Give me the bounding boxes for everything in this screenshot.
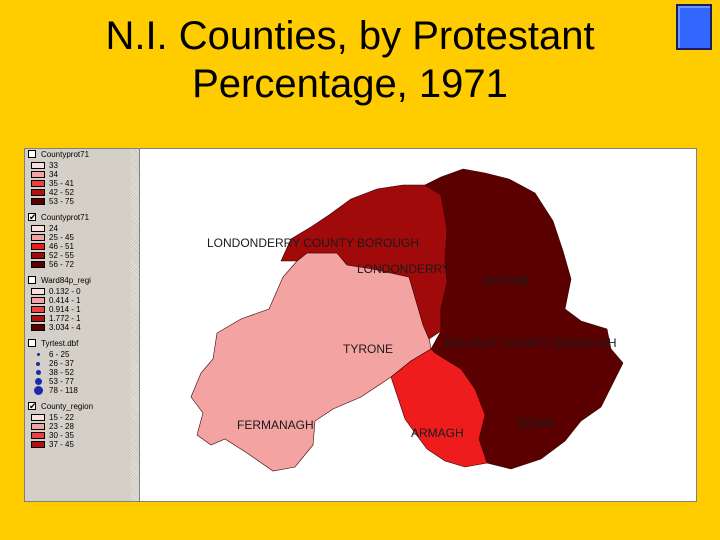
- layer-checkbox[interactable]: [28, 276, 36, 284]
- county-fermanagh-tyrone[interactable]: [191, 253, 431, 471]
- legend-row: [25, 287, 131, 296]
- toc-layer-header[interactable]: [25, 338, 131, 350]
- legend-row: [25, 350, 131, 359]
- layer-name: Tyrtest.dbf: [41, 339, 79, 348]
- legend-row: [25, 305, 131, 314]
- layer-name: County_region: [41, 402, 94, 411]
- layer-name: Countyprot71: [41, 150, 90, 159]
- county-map: [141, 149, 697, 501]
- label-antrim: ANTRIM: [483, 274, 529, 288]
- legend-swatch: [31, 171, 45, 178]
- toc-layer-header[interactable]: [25, 212, 131, 224]
- legend-label: 38 - 52: [49, 368, 74, 377]
- legend-swatch: [31, 306, 45, 313]
- legend-label: 52 - 55: [49, 251, 74, 260]
- legend-swatch: [31, 288, 45, 295]
- legend-row: [25, 224, 131, 233]
- legend-row: [25, 179, 131, 188]
- legend-row: [25, 359, 131, 368]
- label-belfast: BELFAST COUNTY BOROUGH: [445, 336, 617, 350]
- legend-row: [25, 422, 131, 431]
- toc-layer[interactable]: [25, 401, 131, 455]
- legend-label: 78 - 118: [49, 386, 78, 395]
- legend-swatch: [31, 324, 45, 331]
- legend-row: [25, 440, 131, 449]
- slide-nav-button[interactable]: [676, 4, 712, 50]
- gis-screenshot: [24, 148, 697, 502]
- label-londonderry-cb: LONDONDERRY COUNTY BOROUGH: [207, 236, 420, 250]
- legend-row: [25, 377, 131, 386]
- legend-label: 24: [49, 224, 58, 233]
- legend-dot-icon: [35, 378, 42, 385]
- legend-swatch: [31, 180, 45, 187]
- legend-dot-icon: [36, 362, 40, 366]
- toc-layer-header[interactable]: [25, 149, 131, 161]
- legend-dot-icon: [36, 370, 41, 375]
- legend-label: 35 - 41: [49, 179, 74, 188]
- toc-layer-header[interactable]: [25, 275, 131, 287]
- legend-label: 23 - 28: [49, 422, 74, 431]
- title-line-2: Percentage, 1971: [192, 62, 508, 106]
- label-armagh: ARMAGH: [411, 426, 464, 440]
- label-down: DOWN: [517, 416, 555, 430]
- legend-row: [25, 242, 131, 251]
- legend-label: 53 - 77: [49, 377, 74, 386]
- legend-row: [25, 413, 131, 422]
- legend-dot-icon: [37, 353, 40, 356]
- legend-dot-icon: [34, 386, 43, 395]
- legend-label: 6 - 25: [49, 350, 70, 359]
- layer-checkbox[interactable]: ✔: [29, 212, 37, 222]
- toc-layer[interactable]: [25, 212, 131, 275]
- toc-scrollbar[interactable]: [131, 149, 140, 501]
- legend-swatch: [31, 315, 45, 322]
- legend-row: [25, 260, 131, 269]
- legend-label: 26 - 37: [49, 359, 74, 368]
- legend-swatch: [31, 432, 45, 439]
- legend-row: [25, 197, 131, 206]
- legend-row: [25, 170, 131, 179]
- legend-swatch: [31, 189, 45, 196]
- legend-label: 42 - 52: [49, 188, 74, 197]
- legend-swatch: [31, 234, 45, 241]
- legend-row: [25, 251, 131, 260]
- slide-title: [40, 12, 660, 108]
- legend-label: 33: [49, 161, 58, 170]
- title-line-1: N.I. Counties, by Protestant: [105, 14, 595, 58]
- legend-label: 37 - 45: [49, 440, 74, 449]
- layer-checkbox[interactable]: [28, 150, 36, 158]
- legend-swatch: [31, 243, 45, 250]
- legend-label: 15 - 22: [49, 413, 74, 422]
- toc-layer[interactable]: [25, 275, 131, 338]
- legend-swatch: [31, 414, 45, 421]
- label-londonderry: LONDONDERRY: [357, 262, 451, 276]
- legend-row: [25, 188, 131, 197]
- legend-row: [25, 233, 131, 242]
- legend-label: 3.034 - 4: [49, 323, 81, 332]
- layer-name: Ward84p_regi: [41, 276, 91, 285]
- label-fermanagh: FERMANAGH: [237, 418, 314, 432]
- layer-checkbox[interactable]: [28, 339, 36, 347]
- toc-layer[interactable]: [25, 149, 131, 212]
- legend-swatch: [31, 261, 45, 268]
- table-of-contents[interactable]: [25, 149, 132, 501]
- legend-label: 53 - 75: [49, 197, 74, 206]
- legend-swatch: [31, 441, 45, 448]
- legend-row: [25, 296, 131, 305]
- legend-row: [25, 314, 131, 323]
- legend-label: 30 - 35: [49, 431, 74, 440]
- legend-row: [25, 431, 131, 440]
- legend-label: 34: [49, 170, 58, 179]
- legend-row: [25, 368, 131, 377]
- legend-swatch: [31, 162, 45, 169]
- legend-label: 1.772 - 1: [49, 314, 81, 323]
- legend-label: 0.914 - 1: [49, 305, 81, 314]
- legend-swatch: [31, 198, 45, 205]
- legend-label: 25 - 45: [49, 233, 74, 242]
- toc-layer[interactable]: [25, 338, 131, 401]
- legend-swatch: [31, 252, 45, 259]
- legend-row: [25, 386, 131, 395]
- legend-row: [25, 323, 131, 332]
- legend-label: 0.414 - 1: [49, 296, 81, 305]
- legend-label: 0.132 - 0: [49, 287, 81, 296]
- layer-name: Countyprot71: [41, 213, 90, 222]
- toc-layer-header[interactable]: [25, 401, 131, 413]
- legend-swatch: [31, 423, 45, 430]
- legend-row: [25, 161, 131, 170]
- layer-checkbox[interactable]: ✔: [29, 401, 37, 411]
- legend-label: 46 - 51: [49, 242, 74, 251]
- label-tyrone: TYRONE: [343, 342, 394, 356]
- legend-swatch: [31, 297, 45, 304]
- legend-label: 56 - 72: [49, 260, 74, 269]
- legend-swatch: [31, 225, 45, 232]
